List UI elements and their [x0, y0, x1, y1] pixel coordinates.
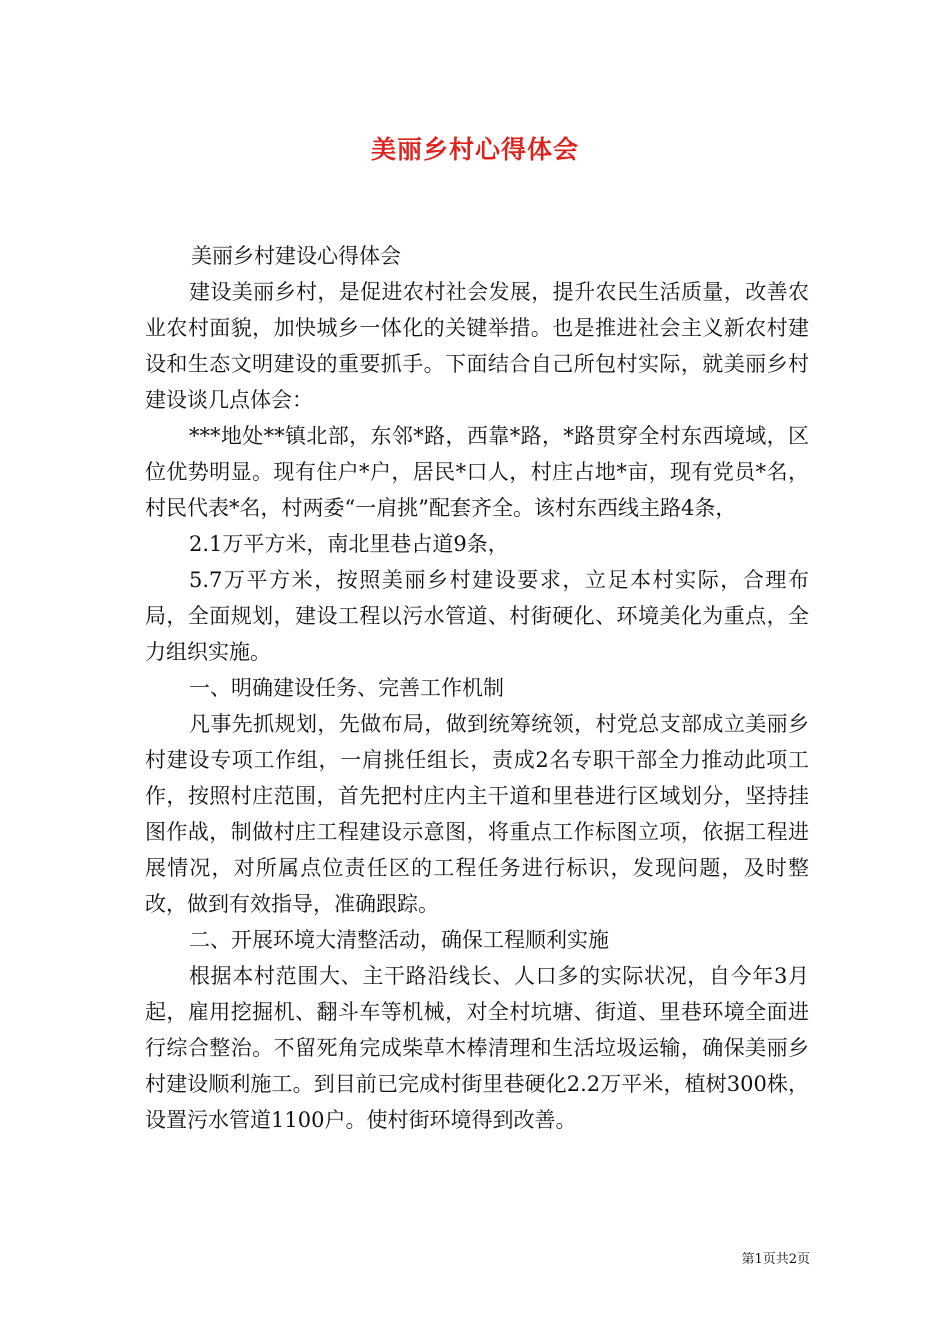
- section-heading-2: 二、开展环境大清整活动，确保工程顺利实施: [189, 928, 609, 952]
- paragraph-section-2: 根据本村范围大、主干路沿线长、人口多的实际状况，自今年3月起，雇用挖掘机、翻斗车等机械，对全村坑塘、街道、里巷环境全面进行综合整治。不留死角完成柴草木棒清理和生活垃圾运输，确保美丽乡村建设顺利施工。到目前已完成村街里巷硬化2.2万平米，植树300株，设置污水管道1100户。使村街环境得到改善。: [145, 964, 809, 1132]
- paragraph-intro: 建设美丽乡村，是促进农村社会发展，提升农民生活质量，改善农业农村面貌，加快城乡一体化的关键举措。也是推进社会主义新农村建设和生态文明建设的重要抓手。下面结合自己所包村实际，就美丽乡村建设谈几点体会：: [145, 280, 809, 412]
- paragraph-village-location: ***地处**镇北部，东邻*路，西靠*路，*路贯穿全村东西境域，区位优势明显。现有住户*户，居民*口人，村庄占地*亩，现有党员*名，村民代表*名，村两委“一肩挑”配套齐全。该村东西线主路4条，: [145, 424, 809, 520]
- paragraph-section-1: 凡事先抓规划，先做布局，做到统筹统领，村党总支部成立美丽乡村建设专项工作组，一肩挑任组长，责成2名专职干部全力推动此项工作，按照村庄范围，首先把村庄内主干道和里巷进行区域划分，坚持挂图作战，制做村庄工程建设示意图，将重点工作标图立项，依据工程进展情况，对所属点位责任区的工程任务进行标识，发现问题，及时整改，做到有效指导，准确跟踪。: [145, 712, 809, 916]
- paragraph-road-area-1: 2.1万平方米，南北里巷占道9条，: [189, 532, 509, 556]
- section-heading-1: 一、明确建设任务、完善工作机制: [189, 676, 504, 700]
- document-title: 美丽乡村心得体会: [370, 135, 579, 164]
- page-number: 第1页共2页: [741, 1252, 810, 1267]
- paragraph-road-area-2: 5.7万平方米，按照美丽乡村建设要求，立足本村实际，合理布局，全面规划，建设工程以污水管道、村街硬化、环境美化为重点，全力组织实施。: [145, 568, 809, 664]
- document-subtitle: 美丽乡村建设心得体会: [191, 244, 401, 268]
- document-body: [145, 238, 809, 1138]
